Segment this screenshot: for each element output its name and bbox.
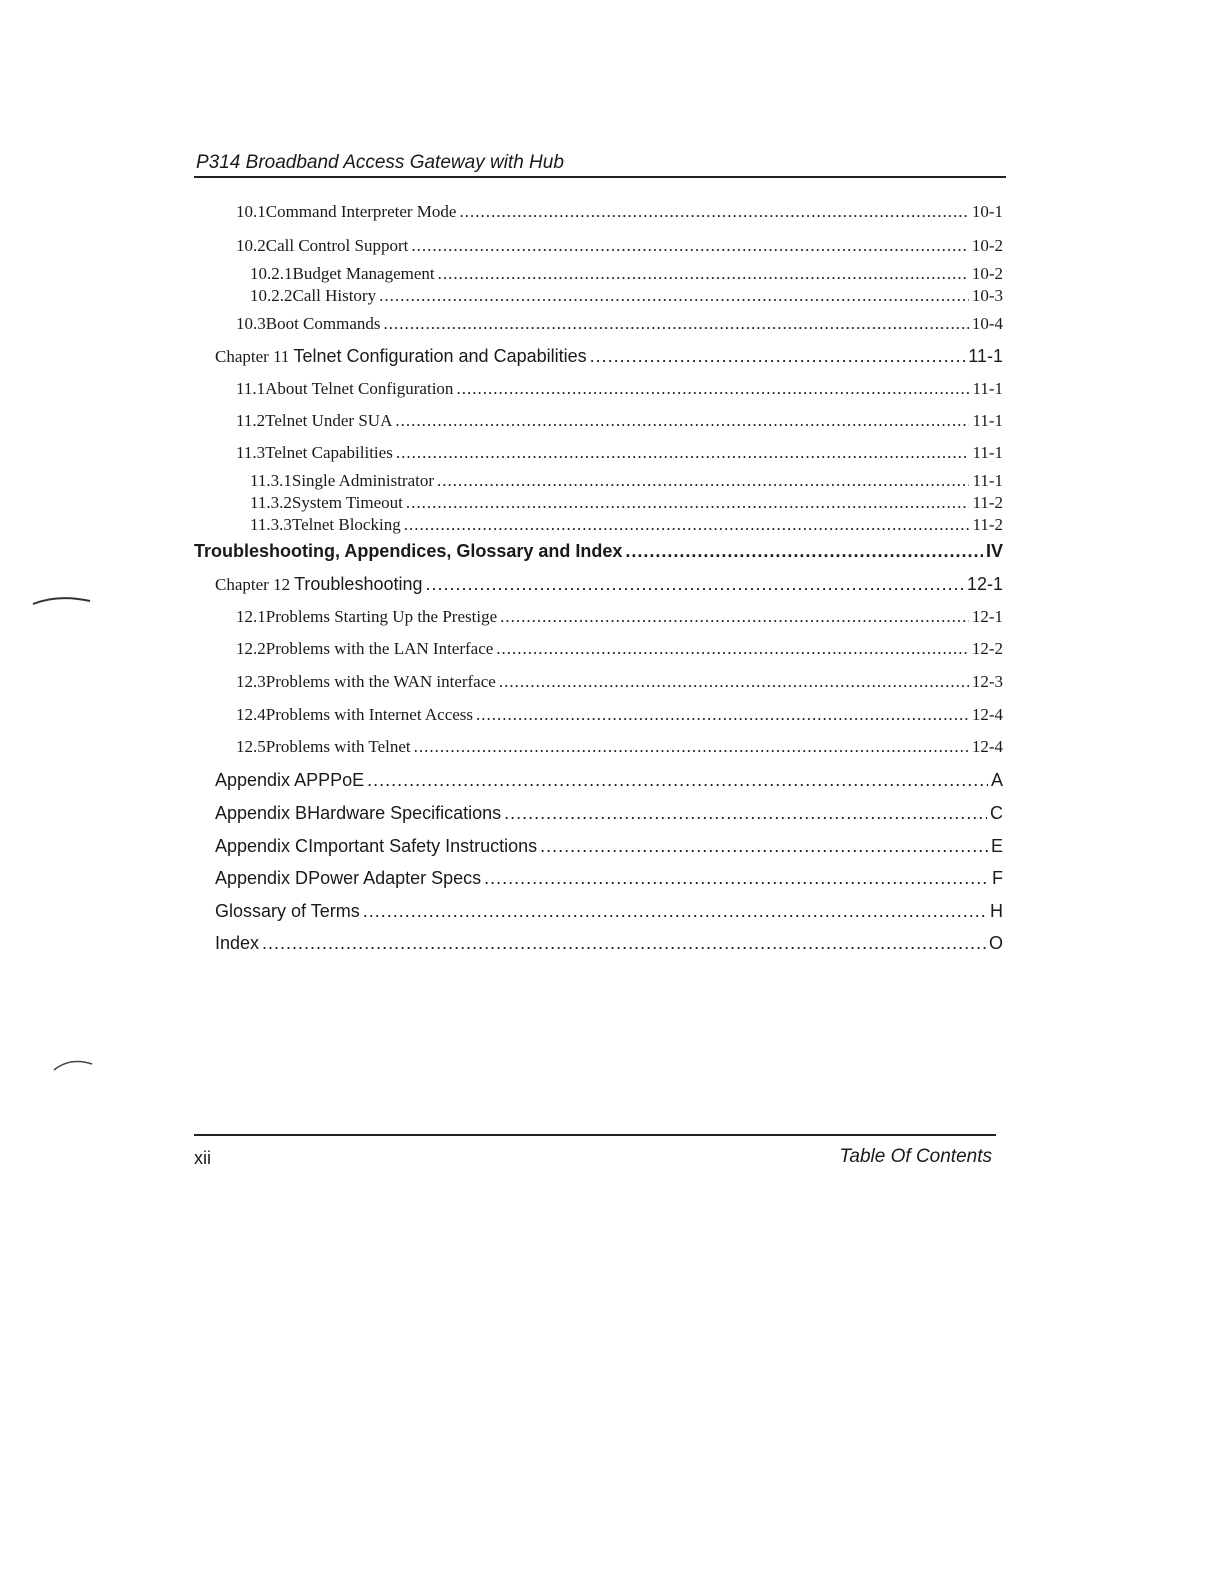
page-number: xii bbox=[194, 1148, 211, 1168]
toc-entry-11-2: 11.2 Telnet Under SUA ..... 11-1 bbox=[236, 411, 1003, 431]
scan-mark bbox=[52, 1056, 96, 1076]
toc-entry-10-2-1: 10.2.1 Budget Management ..... 10-2 bbox=[250, 264, 1003, 284]
running-header-title: P314 Broadband Access Gateway with Hub bbox=[196, 152, 564, 173]
toc-glossary: Glossary of Terms ..... H bbox=[215, 901, 1003, 922]
toc-entry-12-2: 12.2 Problems with the LAN Interface ..... 12-2 bbox=[236, 639, 1003, 659]
toc-entry-11-3-1: 11.3.1 Single Administrator ..... 11-1 bbox=[250, 471, 1003, 491]
toc-entry-10-2-2: 10.2.2 Call History ..... 10-3 bbox=[250, 286, 1003, 306]
toc-entry-11-3-2: 11.3.2 System Timeout ..... 11-2 bbox=[250, 493, 1003, 513]
toc-entry-12-1: 12.1 Problems Starting Up the Prestige ..... 12-1 bbox=[236, 607, 1003, 627]
toc-entry-12-5: 12.5 Problems with Telnet ..... 12-4 bbox=[236, 737, 1003, 757]
running-footer-section: Table Of Contents bbox=[839, 1146, 992, 1167]
toc-entry-10-2: 10.2 Call Control Support ..... 10-2 bbox=[236, 236, 1003, 256]
toc-entry-10-3: 10.3 Boot Commands ..... 10-4 bbox=[236, 314, 1003, 334]
toc-entry-11-3-3: 11.3.3 Telnet Blocking ..... 11-2 bbox=[250, 515, 1003, 535]
toc-chapter-12: Chapter 12 Troubleshooting ..... 12-1 bbox=[215, 574, 1003, 595]
toc-appendix-b: Appendix B Hardware Specifications ..... C bbox=[215, 803, 1003, 824]
toc-entry-11-1: 11.1 About Telnet Configuration ..... 11-1 bbox=[236, 379, 1003, 399]
toc-index: Index ..... O bbox=[215, 933, 1003, 954]
scan-mark bbox=[30, 592, 94, 612]
footer-rule bbox=[194, 1134, 996, 1136]
toc-chapter-11: Chapter 11 Telnet Configuration and Capabilities ..... 11-1 bbox=[215, 346, 1003, 367]
toc-entry-10-1: 10.1 Command Interpreter Mode ..... 10-1 bbox=[236, 202, 1003, 222]
toc-entry-12-4: 12.4 Problems with Internet Access ..... 12-4 bbox=[236, 705, 1003, 725]
toc-appendix-c: Appendix C Important Safety Instructions ..... E bbox=[215, 836, 1003, 857]
toc-entry-11-3: 11.3 Telnet Capabilities ..... 11-1 bbox=[236, 443, 1003, 463]
toc-appendix-d: Appendix D Power Adapter Specs ..... F bbox=[215, 868, 1003, 889]
toc-appendix-a: Appendix A PPPoE ..... A bbox=[215, 770, 1003, 791]
toc-part-troubleshooting: Troubleshooting, Appendices, Glossary and Index ..... IV bbox=[194, 541, 1003, 562]
toc-entry-12-3: 12.3 Problems with the WAN interface ..... 12-3 bbox=[236, 672, 1003, 692]
